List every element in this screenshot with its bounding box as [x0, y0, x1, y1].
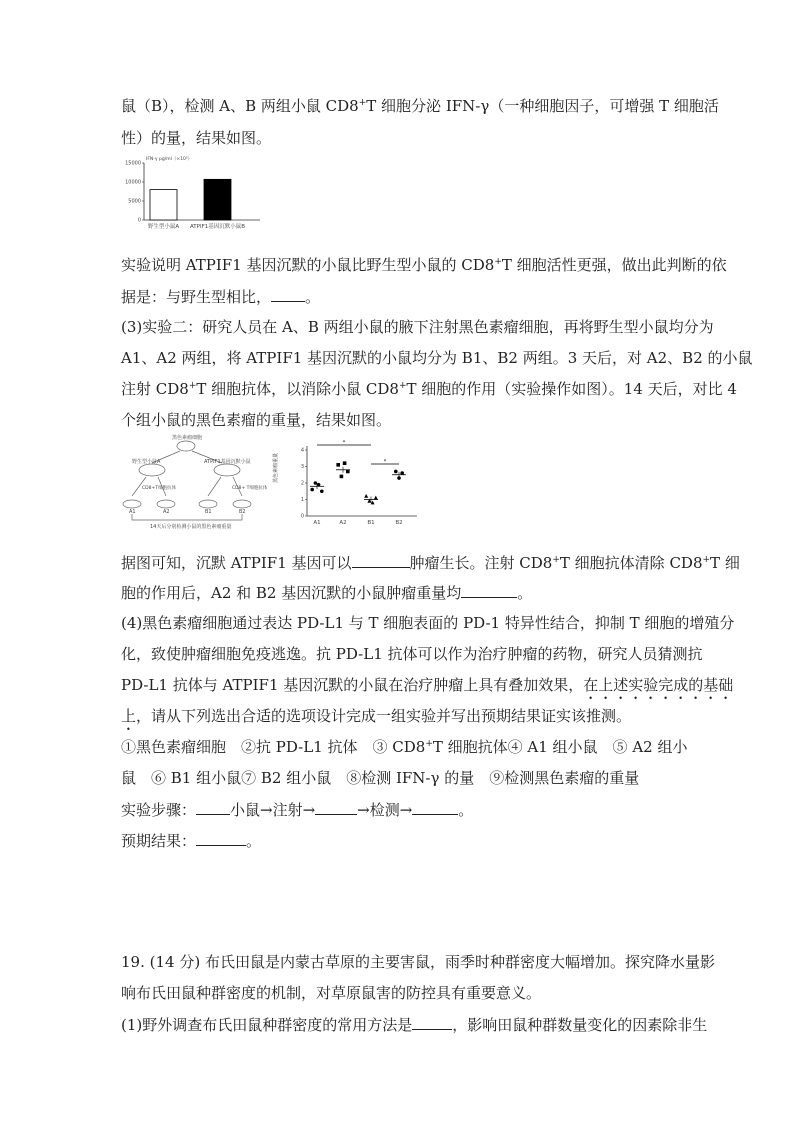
diagram-label-mouse-b: ATPIF1基因沉默小鼠	[204, 459, 251, 465]
diagram-label-antibody: CD8+T细胞抗体	[142, 486, 176, 491]
q19-line-1: 19. (14 分) 布氏田鼠是内蒙古草原的主要害鼠，雨季时种群密度大幅增加。探究降水量影	[121, 953, 715, 971]
ifn-gamma-bar-chart	[118, 154, 263, 234]
group-label-a1: A1	[129, 509, 136, 515]
data-point	[340, 475, 344, 479]
x-category-label: ATPIF1基因沉默小鼠B	[189, 224, 246, 230]
diagram-caption: 14天后分别检测小鼠的黑色素瘤重量	[150, 524, 232, 530]
x-category-label: A2	[339, 520, 347, 526]
y-tick-label: 1	[300, 497, 304, 503]
x-category-label: B2	[395, 520, 403, 526]
x-category-label: 野生型小鼠A	[147, 224, 180, 230]
y-tick-label: 2	[300, 480, 304, 487]
experiment-diagram	[122, 434, 287, 534]
bracket-line	[132, 514, 242, 520]
q4-line-1: (4)黑色素瘤细胞通过表达 PD-L1 与 T 细胞表面的 PD-1 特异性结合，抑制 T 细胞的增殖分	[121, 614, 735, 632]
intro-line-2: 性）的量，结果如图。	[121, 129, 272, 147]
mouse-icon	[233, 500, 251, 508]
q4-options-1: ①黑色素瘤细胞 ②抗 PD-L1 抗体 ③ CD8+T 细胞抗体④ A1 组小鼠 ⑤ A2 组小	[121, 738, 688, 756]
diagram-label-source: 黑色素瘤细胞	[172, 435, 203, 441]
answer-blank[interactable]	[461, 583, 517, 598]
y-tick-label: 10000	[125, 179, 141, 186]
y-axis-label: 黑色素瘤重量	[273, 452, 279, 483]
answer-blank[interactable]	[271, 287, 305, 302]
mouse-icon	[123, 500, 141, 508]
q19-line-2: 响布氏田鼠种群密度的机制，对草原鼠害的防控具有重要意义。	[121, 984, 542, 1002]
bar-2	[204, 179, 231, 220]
q3b-line-2: 胞的作用后，A2 和 B2 基因沉默的小鼠肿瘤重量均 。	[121, 584, 533, 602]
q3-line-4: 个组小鼠的黑色素瘤的重量，结果如图。	[121, 411, 392, 429]
mouse-icon	[157, 500, 175, 508]
y-tick-label: 3	[300, 464, 304, 470]
y-tick-label: 15000	[125, 160, 141, 167]
q19-line-3: (1)野外调查布氏田鼠种群密度的常用方法是 ，影响田鼠种群数量变化的因素除非生	[121, 1016, 708, 1034]
q4-line-3: PD-L1 抗体与 ATPIF1 基因沉默的小鼠在治疗肿瘤上具有叠加效果，在上述实验完成的基础	[121, 676, 734, 694]
group-label-a2: A2	[163, 509, 170, 515]
mouse-icon	[199, 500, 217, 508]
q3-line-3: 注射 CD8+T 细胞抗体，以消除小鼠 CD8+T 细胞的作用（实验操作如图）。14 天后，对比 4	[121, 380, 737, 398]
significance-mark: *	[342, 440, 346, 446]
x-category-label: B1	[367, 520, 375, 526]
mouse-icon	[214, 464, 240, 476]
answer-blank[interactable]	[315, 800, 357, 815]
q3-line-1: (3)实验二：研究人员在 A、B 两组小鼠的腋下注射黑色素瘤细胞，再将野生型小鼠均分为	[121, 318, 714, 336]
data-point	[374, 496, 378, 500]
diagram-label-antibody-2: CD8+ T细胞抗体	[232, 486, 268, 491]
answer-blank[interactable]	[196, 800, 230, 815]
data-point	[310, 488, 314, 492]
answer-blank[interactable]	[196, 831, 246, 846]
q2-line-2: 据是：与野生型相比， 。	[121, 288, 321, 306]
data-point	[314, 481, 318, 485]
answer-blank[interactable]	[352, 553, 410, 568]
q4-line-2: 化，致使肿瘤细胞免疫逃逸。抗 PD-L1 抗体可以作为治疗肿瘤的药物，研究人员猜测抗	[121, 645, 703, 663]
answer-blank[interactable]	[412, 800, 458, 815]
mouse-icon	[139, 464, 165, 476]
y-tick-label: 5000	[128, 198, 141, 205]
q2-line-1: 实验说明 ATPIF1 基因沉默的小鼠比野生型小鼠的 CD8+T 细胞活性更强，做出此判断的依	[121, 256, 727, 274]
answer-blank[interactable]	[412, 1015, 452, 1030]
group-label-b1: B1	[205, 509, 212, 515]
x-category-label: A1	[313, 520, 321, 526]
q4-line-4: 上，请从下列选出合适的选项设计完成一组实验并写出预期结果证实该推测。	[121, 707, 632, 725]
q3-line-2: A1、A2 两组，将 ATPIF1 基因沉默的小鼠均分为 B1、B2 两组。3 天后，对 A2、B2 的小鼠	[121, 349, 753, 367]
diagram-label-mouse-a: 野生型小鼠A	[132, 459, 161, 465]
q4-options-2: 鼠 ⑥ B1 组小鼠⑦ B2 组小鼠 ⑧检测 IFN-γ 的量 ⑨检测黑色素瘤的重量	[121, 769, 640, 787]
q3b-line-1: 据图可知，沉默 ATPIF1 基因可以 肿瘤生长。注射 CD8+T 细胞抗体清除 CD8+T 细	[121, 554, 740, 572]
data-point	[320, 489, 324, 493]
bar-1	[150, 190, 177, 220]
significance-mark: *	[383, 459, 387, 465]
y-tick-label: 0	[137, 217, 141, 224]
tumor-weight-scatter-chart	[273, 438, 420, 533]
intro-line-1: 鼠（B），检测 A、B 两组小鼠 CD8+T 细胞分泌 IFN-γ（一种细胞因子，可增强 T 细胞活	[121, 97, 719, 115]
chart-title: IFN-γ pg/ml（×10²）	[146, 157, 193, 162]
data-point	[343, 461, 347, 465]
y-tick-label: 0	[300, 513, 304, 520]
q4-steps: 实验步骤： 小鼠→注射→ →检测→ 。	[121, 801, 474, 819]
cell-dish-icon	[177, 441, 195, 451]
data-point	[394, 470, 398, 474]
data-point	[336, 463, 340, 467]
q4-result: 预期结果： 。	[121, 832, 262, 850]
group-label-b2: B2	[239, 509, 246, 515]
data-point	[364, 494, 368, 498]
y-tick-label: 4	[300, 447, 304, 454]
